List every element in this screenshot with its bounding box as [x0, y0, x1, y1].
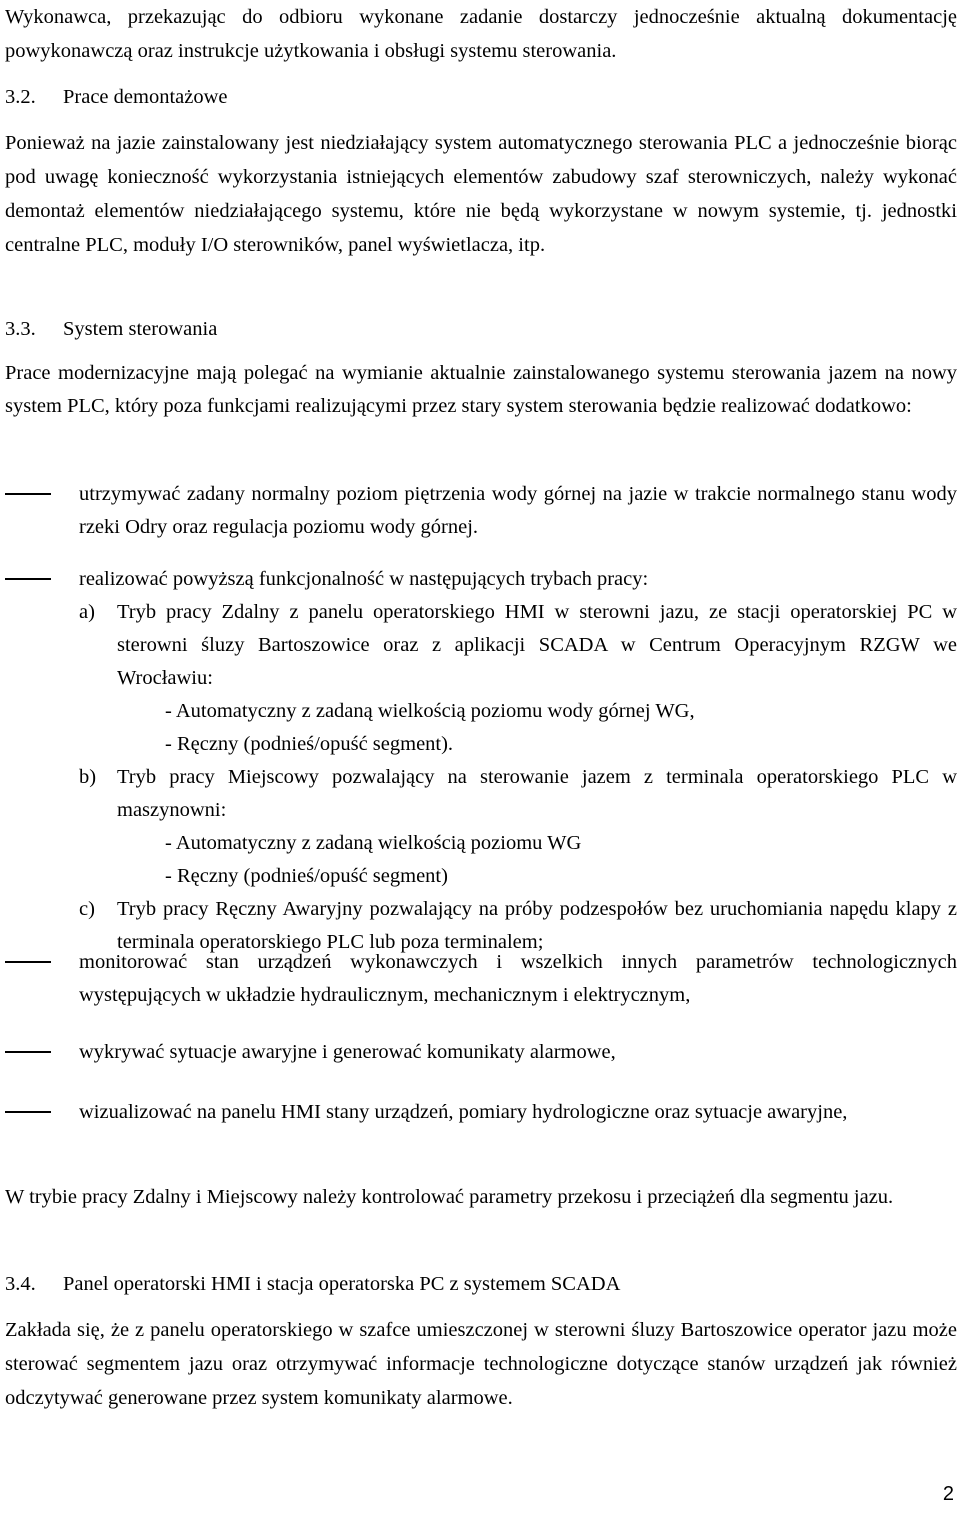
bullet-text: realizować powyższą funkcjonalność w następujących trybach pracy:: [79, 568, 649, 590]
dash-bullet-icon: [5, 578, 51, 580]
section-3-2-paragraph: Ponieważ na jazie zainstalowany jest niedziałający system automatycznego sterowania PLC a jednocześnie biorąc pod uwagę konieczność wykorzystania istniejących elementów zabudowy szaf sterowniczych, należy wykonać demontaż elementów niedziałającego systemu, które nie będą wykorzystane w nowym systemie, tj. jednostki centralne PLC, moduły I/O sterowników, panel wyświetlacza, itp.: [5, 132, 957, 256]
dash-bullet-icon: [5, 493, 51, 495]
intro-paragraph: Wykonawca, przekazując do odbioru wykonane zadanie dostarczy jednocześnie aktualną dokumentację powykonawczą oraz instrukcje użytkowania i obsługi systemu sterowania.: [5, 6, 957, 62]
section-3-4-paragraph: Zakłada się, że z panelu operatorskiego w szafce umieszczonej w sterowni śluzy Bartoszowice operator jazu może sterować segmentem jazu oraz otrzymywać informacje technologiczne dotyczące stanów urządzeń jak również odczytywać generowane przez system komunikaty alarmowe.: [5, 1319, 957, 1409]
mode-item-b: [79, 761, 957, 893]
section-title: Panel operatorski HMI i stacja operatorska PC z systemem SCADA: [63, 1273, 621, 1295]
mode-label: a): [79, 601, 95, 623]
section-number: 3.3.: [5, 318, 36, 340]
bullet-text: utrzymywać zadany normalny poziom piętrzenia wody górnej na jazie w trakcie normalnego stanu wody rzeki Odry oraz regulacja poziomu wody górnej.: [79, 483, 957, 538]
bullet-text: wizualizować na panelu HMI stany urządzeń, pomiary hydrologiczne oraz sytuacje awaryjne,: [79, 1101, 848, 1123]
mode-option: - Automatyczny z zadaną wielkością poziomu wody górnej WG,: [165, 700, 695, 722]
bullet-item: [5, 1036, 957, 1069]
page-number: 2: [942, 1483, 954, 1505]
mode-label: c): [79, 898, 95, 920]
bullet-text: wykrywać sytuacje awaryjne i generować komunikaty alarmowe,: [79, 1041, 616, 1063]
bullet-item: [5, 478, 957, 544]
dash-bullet-icon: [5, 1111, 51, 1113]
section-3-2-heading: [5, 81, 228, 114]
mode-option: - Automatyczny z zadaną wielkością poziomu WG: [165, 832, 582, 854]
section-number: 3.2.: [5, 86, 36, 108]
section-3-4-heading: [5, 1268, 620, 1301]
mode-option: - Ręczny (podnieś/opuść segment): [165, 865, 448, 887]
mode-label: b): [79, 766, 97, 788]
bullet-item: [5, 1096, 957, 1129]
section-number: 3.4.: [5, 1273, 36, 1295]
section-3-3-heading: [5, 313, 217, 346]
dash-bullet-icon: [5, 961, 51, 963]
dash-bullet-icon: [5, 1051, 51, 1053]
mode-text: Tryb pracy Zdalny z panelu operatorskiego HMI w sterowni jazu, ze stacji operatorskiej PC w sterowni śluzy Bartoszowice oraz z aplikacji SCADA w Centrum Operacyjnym RZGW we Wrocławiu:: [117, 601, 957, 689]
section-3-3-paragraph: Prace modernizacyjne mają polegać na wymianie aktualnie zainstalowanego systemu sterowania jazem na nowy system PLC, który poza funkcjami realizującymi przez stary system sterowania będzie realizować dodatkowo:: [5, 362, 957, 417]
mode-text: Tryb pracy Miejscowy pozwalający na sterowanie jazem z terminala operatorskiego PLC w maszynowni:: [117, 766, 957, 821]
bullet-item: [5, 946, 957, 1012]
closing-paragraph: W trybie pracy Zdalny i Miejscowy należy kontrolować parametry przekosu i przeciążeń dla segmentu jazu.: [5, 1186, 894, 1208]
bullet-item: [5, 563, 957, 959]
bullet-text: monitorować stan urządzeń wykonawczych i wszelkich innych parametrów technologicznych występujących w układzie hydraulicznym, mechanicznym i elektrycznym,: [79, 951, 957, 1006]
mode-option: - Ręczny (podnieś/opuść segment).: [165, 733, 454, 755]
section-title: Prace demontażowe: [63, 86, 228, 108]
section-title: System sterowania: [63, 318, 218, 340]
mode-text: Tryb pracy Ręczny Awaryjny pozwalający na próby podzespołów bez uruchomiania napędu klapy z terminala operatorskiego PLC lub poza terminalem;: [117, 898, 957, 953]
mode-item-a: [79, 596, 957, 761]
